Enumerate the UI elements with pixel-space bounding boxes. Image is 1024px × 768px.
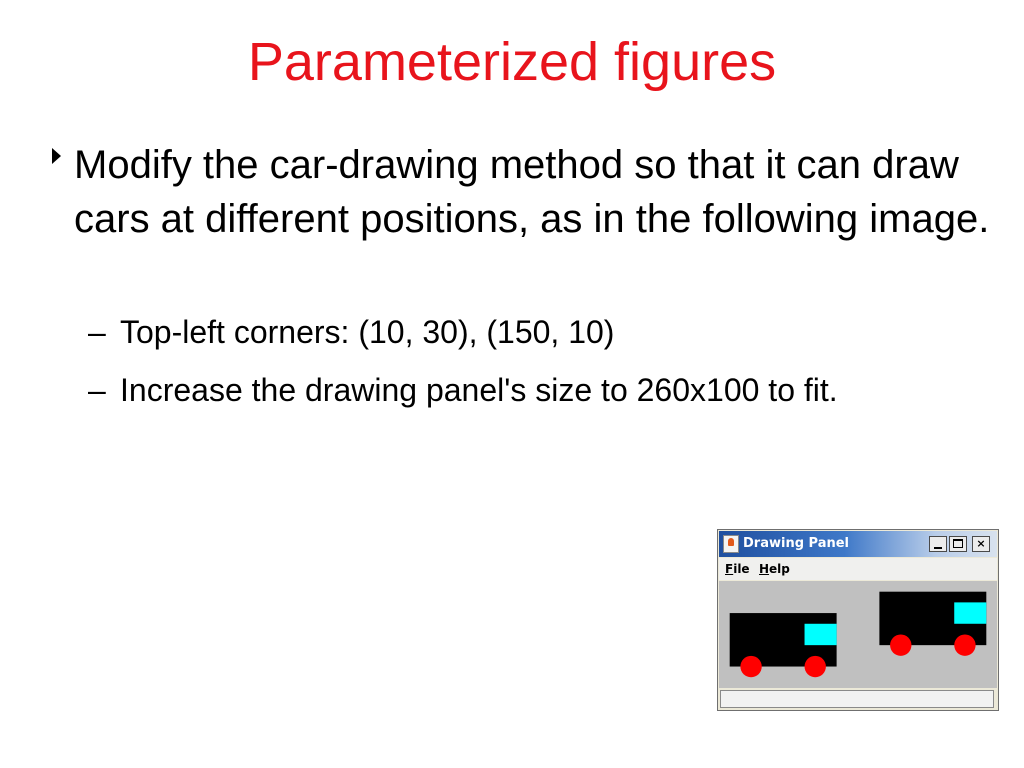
sub-bullet — [88, 308, 988, 356]
sub-bullet-text: Increase the drawing panel's size to 260x100 to fit. — [120, 372, 838, 408]
sub-bullet-text: Top-left corners: (10, 30), (150, 10) — [120, 314, 615, 350]
menu-bar — [719, 558, 997, 580]
drawing-panel-window — [717, 529, 999, 711]
window-title: Drawing Panel — [743, 536, 850, 551]
sub-bullet — [88, 366, 988, 414]
menu-help[interactable] — [759, 558, 790, 580]
car-window — [805, 624, 837, 645]
menu-help-mnemonic: H — [759, 562, 770, 576]
car-wheel — [890, 634, 911, 655]
car-window — [954, 602, 986, 623]
car-wheel — [805, 656, 826, 677]
close-icon: × — [976, 537, 986, 550]
menu-file[interactable] — [725, 558, 750, 580]
menu-file-label: ile — [733, 562, 750, 576]
java-cup-icon[interactable] — [723, 535, 739, 553]
slide-title: Parameterized figures — [247, 32, 777, 92]
main-bullet — [52, 138, 992, 246]
close-button[interactable] — [972, 536, 990, 552]
car-wheel — [740, 656, 761, 677]
sub-bullet-dash: – — [88, 372, 106, 408]
maximize-icon — [953, 539, 963, 548]
sub-bullet-dash: – — [88, 314, 106, 350]
main-bullet-text: Modify the car-drawing method so that it can draw cars at different positions, as in the following image. — [74, 143, 990, 241]
menu-help-label: elp — [769, 562, 790, 576]
bullet-arrow-icon — [52, 148, 61, 164]
minimize-button[interactable] — [929, 536, 947, 552]
menu-file-mnemonic: F — [725, 562, 734, 576]
maximize-button[interactable] — [949, 536, 967, 552]
window-titlebar[interactable] — [719, 531, 997, 557]
drawing-canvas — [719, 581, 997, 688]
minimize-icon — [934, 547, 942, 549]
status-bar — [720, 690, 994, 708]
car-wheel — [954, 634, 975, 655]
